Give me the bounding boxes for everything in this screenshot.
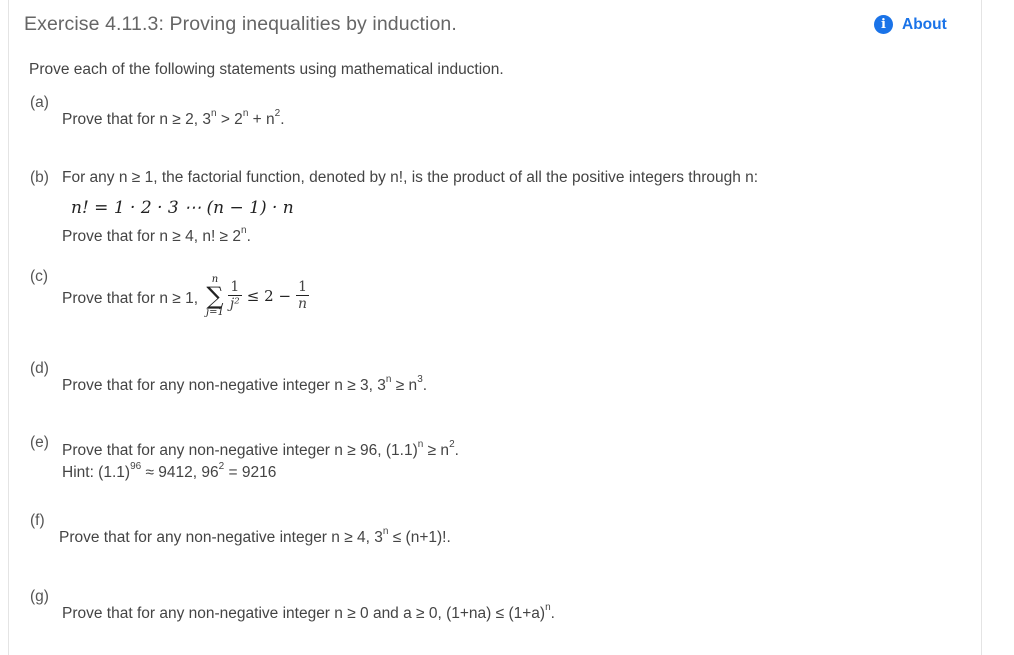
page-title: Exercise 4.11.3: Proving inequalities by induction. [24,13,457,35]
part-g-label: (g) [30,588,49,605]
part-b-label: (b) [30,169,49,186]
about-link[interactable] [874,15,947,34]
info-icon: i [874,15,893,34]
part-a-text: Prove that for n ≥ 2, $3^n > 2^n + n^2$. [62,108,285,128]
summation-formula: n ∑ j=1 $\frac{1}{\text{j²}}$ ≤ 2 − $\frac{1}{n}$ [206,274,308,318]
part-c-label: (c) [30,268,49,285]
part-f-label: (f) [30,512,45,529]
intro-text: Prove each of the following statements using mathematical induction. [29,61,504,78]
part-e-label: (e) [30,434,49,451]
part-e-text: Prove that for any non-negative integer n ≥ 96, $(1.1)^n \ge n^2$. [62,439,459,459]
summation-sign: n ∑ j=1 [206,274,224,318]
fraction-1-over-n: $\frac{1}{n}$ [298,278,308,312]
about-label: About [902,15,947,33]
part-e-hint: Hint: $(1.1)^{96} \approx 9412$, $96^2 = 9216$ [62,461,277,481]
part-d-text: Prove that for any non-negative integer n ≥ 3, $3^n \ge n^3$. [62,374,428,394]
content-panel [8,0,982,655]
factorial-formula: n! = 1 · 2 · 3 ⋯ (n − 1) · n [71,198,294,218]
part-d-label: (d) [30,360,49,377]
part-c-text: Prove that for n ≥ 1, [62,290,199,307]
fraction-1-over-j2: $\frac{1}{\text{j²}}$ [229,278,240,312]
part-f-text: Prove that for any non-negative integer n ≥ 4, $3^n \le (n+1)$!. [59,526,451,546]
part-a-label: (a) [30,94,49,111]
part-b-text2: Prove that for n ≥ 4, n! ≥ $2^n$. [62,225,251,245]
part-g-text: Prove that for any non-negative integer n ≥ 0 and a ≥ 0, $(1+na) \le (1+a)^n$. [62,602,555,622]
part-b-text: For any n ≥ 1, the factorial function, denoted by n!, is the product of all the positive integers through n: [62,169,759,186]
